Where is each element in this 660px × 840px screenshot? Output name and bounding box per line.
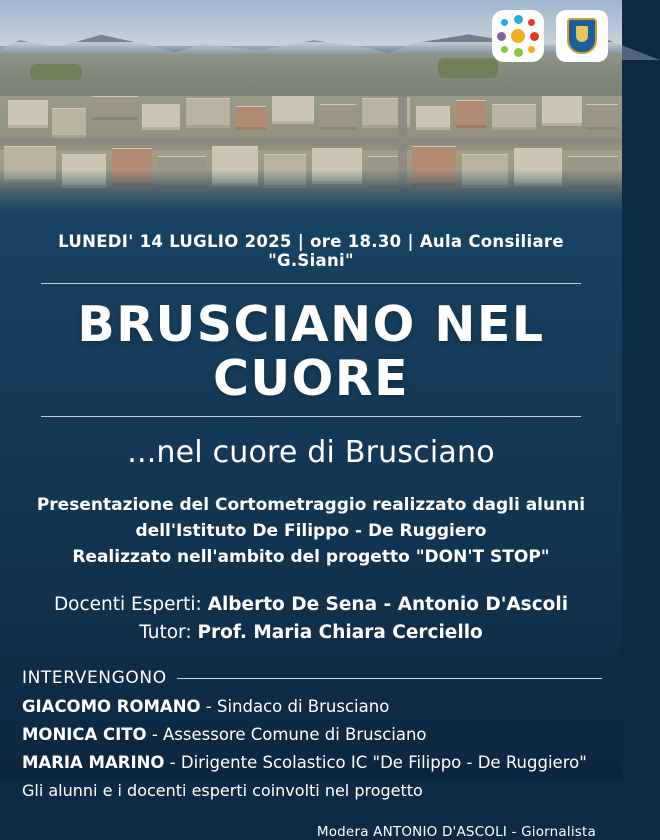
description-line-2: dell'Istituto De Filippo - De Ruggiero xyxy=(135,521,487,542)
building xyxy=(456,100,486,128)
building xyxy=(320,104,356,130)
speaker-role: - Assessore Comune di Brusciano xyxy=(151,725,427,745)
list-item xyxy=(22,725,602,744)
building xyxy=(8,100,48,128)
experts-names: Alberto De Sena - Antonio D'Ascoli xyxy=(207,593,569,615)
event-dateline: LUNEDI' 14 LUGLIO 2025 | ore 18.30 | Aula Consiliare "G.Siani" xyxy=(58,232,564,270)
experts-line xyxy=(20,591,602,619)
green-area xyxy=(30,64,82,80)
logo-group xyxy=(492,10,608,62)
event-description xyxy=(20,492,602,571)
speakers-heading: INTERVENGONO xyxy=(22,668,167,689)
poster-subtitle: ...nel cuore di Brusciano xyxy=(127,434,495,470)
tutor-label: Tutor: xyxy=(139,621,192,643)
network-dots-logo-icon xyxy=(492,10,544,62)
experts-label: Docenti Esperti: xyxy=(53,593,202,615)
building xyxy=(416,106,450,130)
building xyxy=(542,96,582,126)
speaker-role: - Sindaco di Brusciano xyxy=(205,697,390,717)
speaker-name: GIACOMO ROMANO xyxy=(22,697,201,717)
project-name: "DON'T STOP" xyxy=(415,547,550,568)
speaker-name: MARIA MARINO xyxy=(22,753,165,773)
list-item xyxy=(22,697,602,716)
description-line-1: Presentazione del Cortometraggio realizzato dagli alunni xyxy=(36,494,586,515)
building xyxy=(92,96,138,120)
road xyxy=(0,138,622,145)
tutor-name: Prof. Maria Chiara Cerciello xyxy=(197,621,483,643)
municipal-crest-logo-icon xyxy=(556,10,608,62)
building xyxy=(186,98,230,128)
tutor-line xyxy=(20,619,602,647)
description-line-3 xyxy=(20,544,602,570)
speaker-role: - Dirigente Scolastico IC "De Filippo - De Ruggiero" xyxy=(169,753,587,773)
divider-bottom xyxy=(41,416,581,417)
poster-content xyxy=(0,212,622,840)
divider-top xyxy=(41,283,581,284)
speakers-section xyxy=(20,668,602,800)
building xyxy=(272,96,314,124)
building xyxy=(52,108,86,138)
speakers-heading-row xyxy=(22,668,602,688)
poster-title: BRUSCIANO NEL CUORE xyxy=(77,296,545,407)
building xyxy=(236,106,266,130)
speaker-name: MONICA CITO xyxy=(22,725,147,745)
moderator-credit: Modera ANTONIO D'ASCOLI - Giornalista xyxy=(316,824,596,840)
green-area xyxy=(438,58,498,78)
speakers-note: Gli alunni e i docenti esperti coinvolti nel progetto xyxy=(22,781,423,801)
description-line-3-prefix: Realizzato nell'ambito del progetto xyxy=(72,547,416,568)
credits-block xyxy=(20,591,602,647)
building xyxy=(492,104,536,130)
building xyxy=(586,104,618,130)
building xyxy=(142,104,180,130)
photo-fade-overlay xyxy=(0,170,622,212)
speakers-heading-rule xyxy=(177,678,602,679)
list-item xyxy=(22,753,602,772)
